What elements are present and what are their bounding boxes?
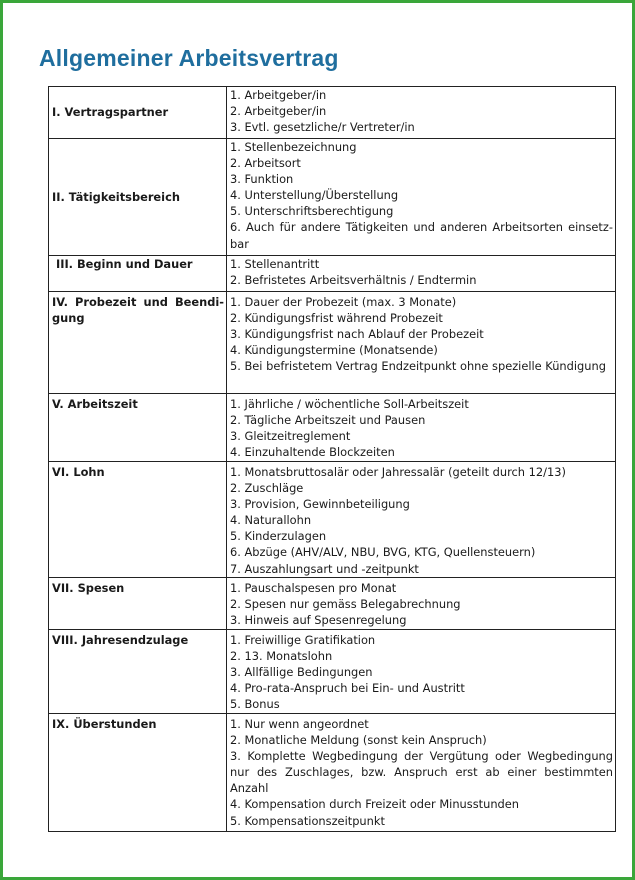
list-item: 2. Arbeitgeber/in — [230, 104, 327, 119]
table-row — [49, 630, 616, 714]
list-item: 1. Arbeitgeber/in — [230, 88, 327, 102]
list-item: 7. Auszahlungsart und -zeitpunkt — [230, 561, 419, 576]
list-item: 2. Zuschläge — [230, 481, 304, 496]
list-item: 3. Provision, Gewinnbeteiligung — [230, 497, 410, 512]
list-item: 4. Naturallohn — [230, 513, 312, 528]
section-items — [227, 292, 616, 394]
section-label: VII. Spesen — [49, 578, 227, 630]
list-item: 1. Stellenbezeichnung — [230, 140, 357, 154]
section-label: IV. Probezeit und Beendi-gung — [49, 292, 227, 394]
list-item: 3. Allfällige Bedingungen — [230, 665, 373, 680]
list-item: 4. Pro-rata-Anspruch bei Ein- und Austritt — [230, 681, 465, 696]
list-item: 5. Unterschriftsberechtigung — [230, 204, 394, 219]
list-item: 1. Pauschalspesen pro Monat — [230, 581, 397, 595]
list-item: 6. Abzüge (AHV/ALV, NBU, BVG, KTG, Quellensteuern) — [230, 545, 536, 560]
section-items — [227, 87, 616, 139]
list-item: 1. Freiwillige Gratifikation — [230, 633, 376, 647]
list-item: 4. Unterstellung/Überstellung — [230, 188, 399, 203]
section-items — [227, 462, 616, 578]
section-label: IX. Überstunden — [49, 714, 227, 832]
table-row — [49, 139, 616, 256]
list-item: 3. Komplette Wegbedingung der Vergütung oder Wegbedingung nur des Zuschlages, bzw. Anspruch erst ab einer bestimmten Anzahl — [230, 749, 613, 796]
section-items — [227, 630, 616, 714]
list-item: 2. Spesen nur gemäss Belegabrechnung — [230, 597, 461, 612]
table-row — [49, 87, 616, 139]
list-item: 5. Kompensationszeitpunkt — [230, 813, 385, 828]
section-items — [227, 394, 616, 462]
list-item: 2. Monatliche Meldung (sonst kein Anspruch) — [230, 733, 487, 748]
list-item: 3. Kündigungsfrist nach Ablauf der Probezeit — [230, 327, 484, 342]
list-item: 5. Bei befristetem Vertrag Endzeitpunkt ohne spezielle Kündigung — [230, 359, 606, 374]
section-label: III. Beginn und Dauer — [49, 256, 227, 292]
list-item: 2. Befristetes Arbeitsverhältnis / Endtermin — [230, 273, 477, 288]
list-item: 3. Evtl. gesetzliche/r Vertreter/in — [230, 120, 415, 135]
list-item: 1. Monatsbruttosalär oder Jahressalär (geteilt durch 12/13) — [230, 465, 566, 479]
section-items — [227, 139, 616, 256]
table-row — [49, 578, 616, 630]
table-row — [49, 292, 616, 394]
section-label: V. Arbeitszeit — [49, 394, 227, 462]
list-item: 4. Kompensation durch Freizeit oder Minusstunden — [230, 797, 519, 812]
section-label: VI. Lohn — [49, 462, 227, 578]
list-item: 1. Stellenantritt — [230, 257, 320, 271]
list-item: 4. Einzuhaltende Blockzeiten — [230, 445, 395, 460]
table-row — [49, 256, 616, 292]
section-label: II. Tätigkeitsbereich — [49, 139, 227, 256]
table-row — [49, 394, 616, 462]
table-row — [49, 462, 616, 578]
section-items — [227, 256, 616, 292]
list-item: 6. Auch für andere Tätigkeiten und anderen Arbeitsorten einsetz-bar — [230, 220, 613, 251]
list-item: 2. Kündigungsfrist während Probezeit — [230, 311, 443, 326]
section-label: VIII. Jahresendzulage — [49, 630, 227, 714]
list-item: 2. Arbeitsort — [230, 156, 301, 171]
list-item: 3. Hinweis auf Spesenregelung — [230, 613, 407, 628]
list-item: 1. Dauer der Probezeit (max. 3 Monate) — [230, 295, 457, 309]
list-item: 2. Tägliche Arbeitszeit und Pausen — [230, 413, 426, 428]
table-row — [49, 714, 616, 832]
list-item: 3. Funktion — [230, 172, 294, 187]
list-item: 4. Kündigungstermine (Monatsende) — [230, 343, 438, 358]
document-title: Allgemeiner Arbeitsvertrag — [39, 45, 339, 71]
list-item: 5. Bonus — [230, 697, 280, 712]
list-item: 2. 13. Monatslohn — [230, 649, 333, 664]
list-item: 1. Nur wenn angeordnet — [230, 717, 369, 731]
section-label: I. Vertragspartner — [49, 87, 227, 139]
section-items — [227, 578, 616, 630]
section-items — [227, 714, 616, 832]
list-item: 5. Kinderzulagen — [230, 529, 327, 544]
contract-table — [48, 86, 616, 832]
list-item: 1. Jährliche / wöchentliche Soll-Arbeitszeit — [230, 397, 469, 411]
list-item: 3. Gleitzeitreglement — [230, 429, 351, 444]
